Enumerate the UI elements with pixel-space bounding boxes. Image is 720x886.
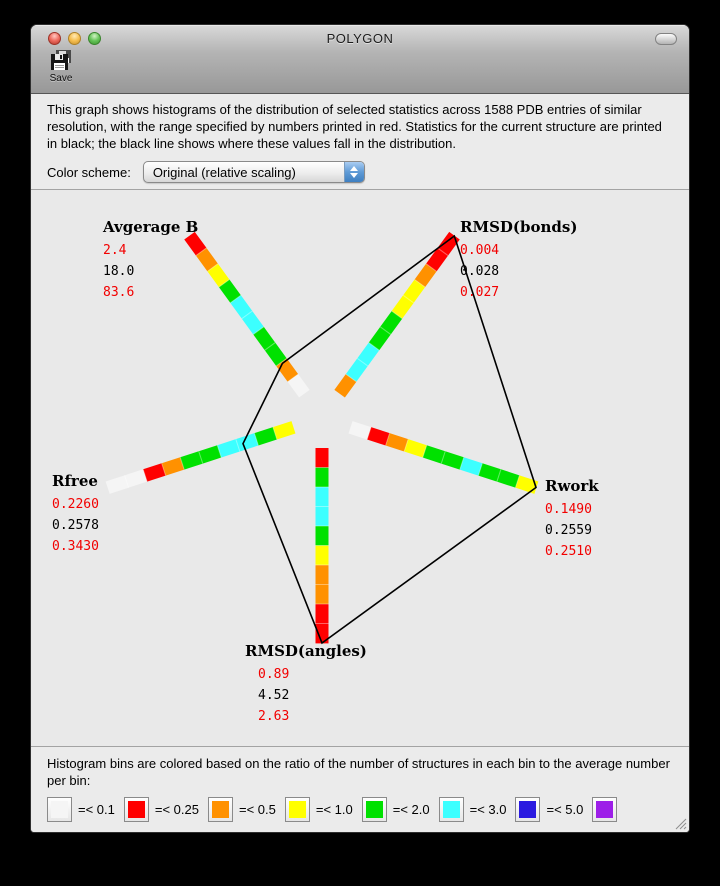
description-text: This graph shows histograms of the distribution of selected statistics across 1588 PDB entries of similar resolution, with the range specified by numbers printed in red. Statistics for the current structure are printed in black; the black line shows where these values fall in the distribution. <box>47 102 662 151</box>
stat-current-value: 18.0 <box>103 264 135 279</box>
stat-label: Avgerage B <box>103 218 199 236</box>
stat-max-value: 83.6 <box>103 285 135 300</box>
stat-current-value: 0.2559 <box>545 523 592 538</box>
legend-color-chip <box>212 801 229 818</box>
stat-max-value: 0.3430 <box>52 539 99 554</box>
legend-bin-label: =< 0.5 <box>238 802 276 817</box>
legend-color-swatch <box>515 797 540 822</box>
legend-color-swatch <box>439 797 464 822</box>
stat-min-value: 0.2260 <box>52 497 99 512</box>
legend-bin-label: =< 1.0 <box>315 802 353 817</box>
legend-color-swatch <box>208 797 233 822</box>
histogram-bin <box>316 604 329 624</box>
histogram-bin <box>316 526 329 546</box>
save-button[interactable] <box>41 50 81 84</box>
legend-bin-label: =< 0.25 <box>154 802 199 817</box>
legend-color-swatch <box>285 797 310 822</box>
histogram-arm-rwork <box>349 421 539 494</box>
histogram-bin <box>316 585 329 605</box>
stat-block-rmsd-angles <box>245 642 367 727</box>
legend-text: Histogram bins are colored based on the ratio of the number of structures in each bin to the average number per bin: <box>47 756 670 788</box>
titlebar[interactable] <box>31 25 689 94</box>
stat-min-value: 0.004 <box>460 243 500 258</box>
histogram-arm-avgb <box>184 232 309 398</box>
stat-block-rmsd-bonds <box>460 218 577 303</box>
stat-label: Rfree <box>52 472 98 490</box>
legend-row <box>47 797 675 822</box>
legend-color-swatch <box>362 797 387 822</box>
legend-bin-label: =< 0.1 <box>78 802 115 817</box>
histogram-bin <box>316 507 329 527</box>
legend-panel <box>31 746 689 832</box>
stat-block-average-b <box>103 218 198 303</box>
legend-color-chip <box>596 801 613 818</box>
legend-color-swatch <box>124 797 149 822</box>
resize-grip[interactable] <box>673 816 687 830</box>
color-scheme-label: Color scheme: <box>47 164 131 180</box>
stat-label: Rwork <box>545 477 599 495</box>
histogram-arm-rfree <box>106 421 296 494</box>
stat-max-value: 0.027 <box>460 285 500 300</box>
histogram-bin <box>316 448 329 468</box>
legend-color-chip <box>51 801 68 818</box>
polygon-plot <box>31 190 689 746</box>
stat-block-rfree <box>52 472 99 557</box>
save-button-label: Save <box>49 73 73 84</box>
stat-label: RMSD(angles) <box>245 642 367 660</box>
stat-min-value: 0.1490 <box>545 502 592 517</box>
stat-current-value: 0.028 <box>460 264 500 279</box>
stat-block-rwork <box>545 477 599 562</box>
stat-current-value: 0.2578 <box>52 518 99 533</box>
legend-color-chip <box>289 801 306 818</box>
stat-max-value: 0.2510 <box>545 544 592 559</box>
description-panel <box>31 94 689 190</box>
stat-min-value: 0.89 <box>258 667 290 682</box>
dropdown-stepper-icon <box>344 162 364 182</box>
histogram-bin <box>316 546 329 566</box>
toolbar-toggle-button[interactable] <box>655 33 677 45</box>
stat-max-value: 2.63 <box>258 709 290 724</box>
stat-label: RMSD(bonds) <box>460 218 578 236</box>
legend-bin-label: =< 5.0 <box>546 802 584 817</box>
legend-color-chip <box>128 801 145 818</box>
window-title: POLYGON <box>326 31 394 46</box>
polygon-window <box>30 24 690 833</box>
legend-color-swatch <box>47 797 72 822</box>
color-scheme-select[interactable] <box>143 161 365 183</box>
color-scheme-selected-value: Original (relative scaling) <box>152 164 296 180</box>
histogram-arm-bonds <box>334 232 459 398</box>
save-icon <box>48 50 74 72</box>
legend-color-chip <box>443 801 460 818</box>
histogram-bin <box>316 565 329 585</box>
stat-current-value: 4.52 <box>258 688 290 703</box>
legend-color-swatch <box>592 797 617 822</box>
legend-color-chip <box>519 801 536 818</box>
stat-min-value: 2.4 <box>103 243 127 258</box>
legend-bin-label: =< 2.0 <box>392 802 430 817</box>
histogram-arm-angles <box>316 448 329 643</box>
histogram-bin <box>316 487 329 507</box>
legend-bin-label: =< 3.0 <box>469 802 507 817</box>
legend-color-chip <box>366 801 383 818</box>
histogram-bin <box>316 468 329 488</box>
